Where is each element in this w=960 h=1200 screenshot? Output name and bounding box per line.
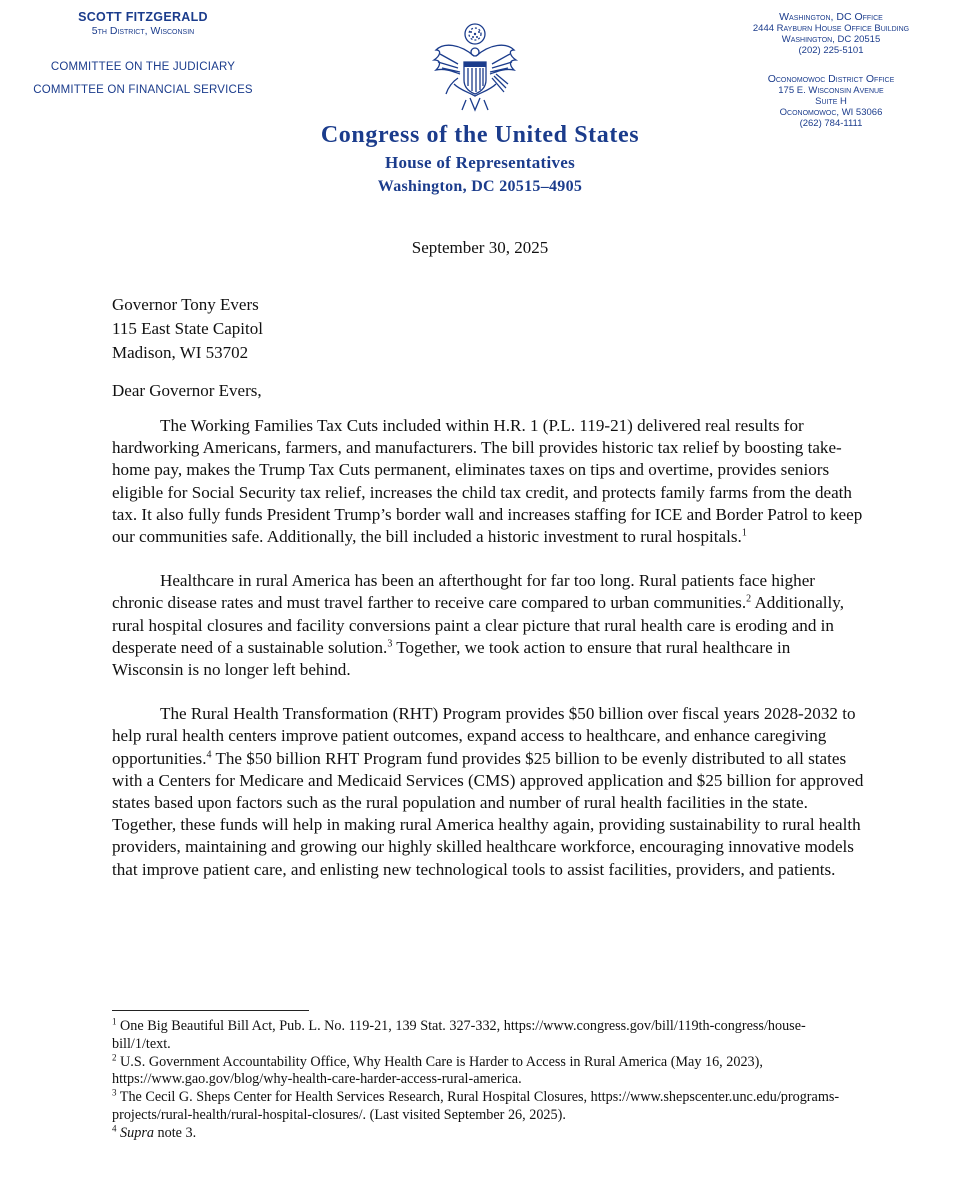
footnote-3	[112, 1089, 864, 1125]
congress-title: Congress of the United States	[320, 122, 640, 148]
paragraph-text: Additionally, rural hospital closures and facility conversions paint a clear picture that rural health care is eroding and in desperate need of a sustainable solution.	[112, 593, 845, 657]
district-office-address-2: Suite H	[815, 96, 847, 107]
letterhead-masthead	[180, 120, 780, 198]
member-info	[28, 10, 258, 96]
footnote-text: note 3.	[153, 1124, 197, 1141]
footnote-number: 2	[112, 1051, 117, 1062]
footnote-text: The Cecil G. Sheps Center for Health Services Research, Rural Hospital Closures, https://www.shepscenter.unc.edu/programs-projects/rural-health/rural-hospital-closures/. (Last visited September 26, 2025).	[112, 1089, 840, 1123]
dc-office-address-1: 2444 Rayburn House Office Building	[752, 23, 910, 34]
footnote-ref: 4	[206, 748, 212, 760]
dc-office	[720, 12, 942, 56]
footnote-4	[112, 1125, 864, 1143]
great-seal-icon	[430, 20, 520, 118]
footnote-ref: 2	[746, 593, 752, 605]
representative-name: SCOTT FITZGERALD	[78, 10, 208, 24]
paragraph-text: Healthcare in rural America has been an afterthought for far too long. Rural patients face higher chronic disease rates and must travel farther to receive care compared to urban communities.	[112, 571, 815, 613]
footnote-number: 4	[112, 1123, 117, 1134]
footnote-divider	[112, 1010, 309, 1011]
paragraph-3	[112, 703, 864, 881]
office-info	[720, 12, 942, 129]
recipient-address	[112, 293, 263, 365]
paragraph-text: The $50 billion RHT Program fund provides $25 billion to be evenly distributed to all states with a Centers for Medicare and Medicaid Services (CMS) approved application and $25 billion for approved states based upon factors such as the rural population and number of rural health facilities in the state. Together, these funds will help in making rural America healthy again, providing sustainability to rural health providers, maintaining and growing our highly skilled healthcare workforce, encouraging innovative models that improve patient care, and enlisting new technological tools to assist facilities, providers, and patients.	[112, 748, 864, 879]
footnote-italic: Supra	[120, 1124, 154, 1141]
recipient-city: Madison, WI 53702	[112, 343, 249, 362]
district-office-phone: (262) 784-1111	[799, 118, 863, 129]
footnote-number: 1	[112, 1016, 117, 1027]
paragraph-text: The Rural Health Transformation (RHT) Program provides $50 billion over fiscal years 2028-2032 to help rural health centers improve patient outcomes, expand access to healthcare, and enhance caregiving opportunities.	[112, 704, 856, 768]
committee-financial-services: COMMITTEE ON FINANCIAL SERVICES	[33, 84, 253, 96]
dc-office-address-2: Washington, DC 20515	[781, 34, 881, 45]
dc-office-title: Washington, DC Office	[779, 11, 883, 23]
footnote-1	[112, 1018, 864, 1054]
letter-date: September 30, 2025	[411, 238, 549, 257]
district-office-address-1: 175 E. Wisconsin Avenue	[778, 85, 884, 96]
footnote-text: One Big Beautiful Bill Act, Pub. L. No. 119-21, 139 Stat. 327-332, https://www.congress.gov/bill/119th-congress/house-bill/1/text.	[112, 1018, 806, 1052]
recipient-name: Governor Tony Evers	[112, 295, 259, 314]
committee-judiciary: COMMITTEE ON THE JUDICIARY	[50, 61, 236, 73]
paragraph-2	[112, 570, 864, 681]
footnote-text: U.S. Government Accountability Office, Why Health Care is Harder to Access in Rural America (May 16, 2023), https://www.gao.gov/blog/why-health-care-harder-access-rural-america.	[112, 1053, 763, 1088]
paragraph-text: Together, we took action to ensure that rural healthcare in Wisconsin is no longer left behind.	[112, 637, 791, 680]
footnote-number: 3	[112, 1087, 117, 1098]
letter-body	[112, 415, 864, 903]
recipient-street: 115 East State Capitol	[112, 319, 263, 338]
footnote-ref: 1	[741, 527, 747, 539]
paragraph-text: The Working Families Tax Cuts included within H.R. 1 (P.L. 119-21) delivered real results for hardworking Americans, farmers, and manufacturers. The bill provides historic tax relief by boosting take-home pay, makes the Trump Tax Cuts permanent, eliminates taxes on tips and overtime, provides seniors eligible for Social Security tax relief, increases the child tax credit, and protects family farms from the death tax. It also fully funds President Trump’s border wall and increases staffing for ICE and Border Patrol to keep our communities safe. Additionally, the bill included a historic investment to rural hospitals.	[112, 416, 863, 547]
house-address: Washington, DC 20515–4905	[377, 178, 583, 195]
paragraph-1	[112, 415, 864, 548]
footnote-2	[112, 1051, 864, 1090]
district-office-title: Oconomowoc District Office	[767, 73, 895, 85]
footnote-ref: 3	[387, 638, 393, 650]
salutation: Dear Governor Evers,	[112, 381, 262, 400]
representative-district: 5th District, Wisconsin	[91, 25, 195, 37]
footnotes	[112, 1018, 864, 1143]
house-title: House of Representatives	[384, 153, 576, 172]
district-office-address-3: Oconomowoc, WI 53066	[779, 107, 883, 118]
dc-office-phone: (202) 225-5101	[798, 45, 864, 56]
